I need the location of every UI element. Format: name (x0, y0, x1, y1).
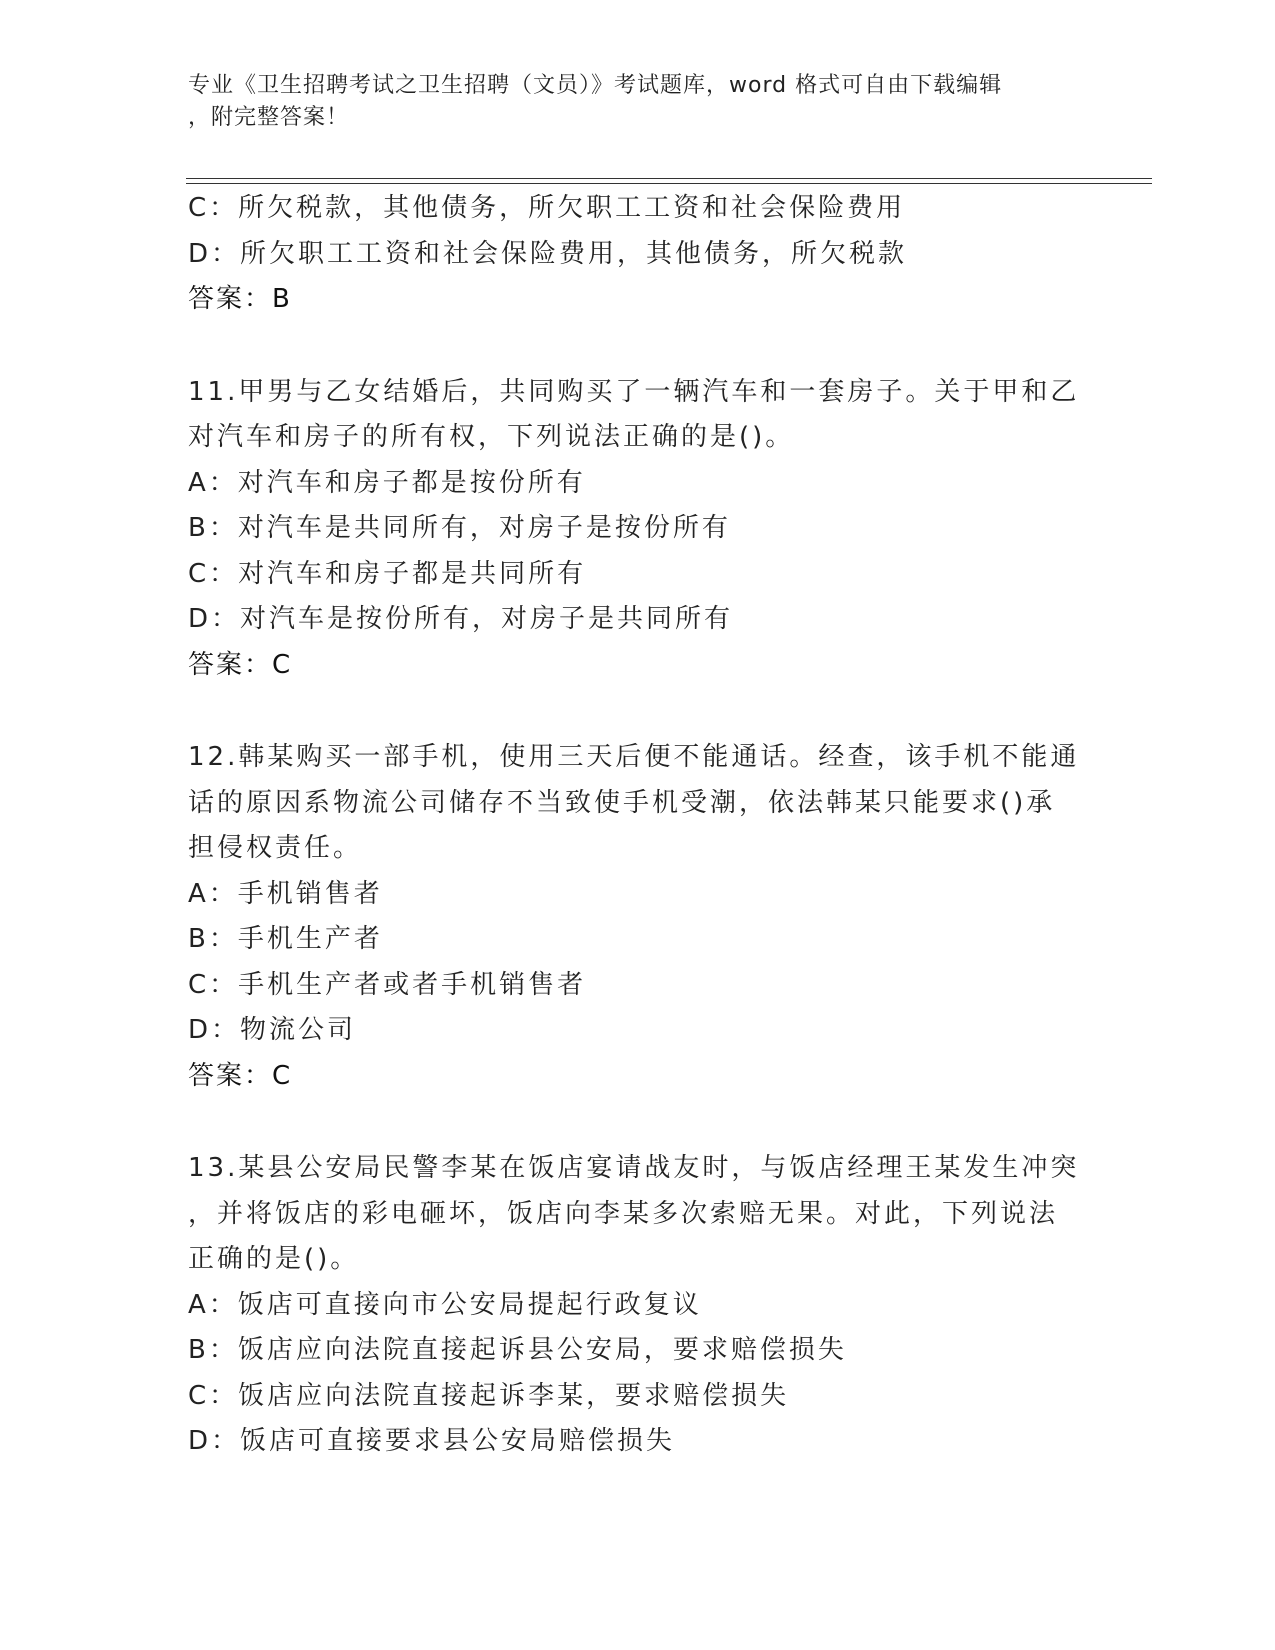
answer: 答案：B (188, 284, 292, 314)
question-10 (188, 186, 1088, 323)
question-stem-line: 担侵权责任。 (188, 833, 363, 863)
question-stem-line: 正确的是()。 (188, 1244, 360, 1274)
option-a (188, 461, 1088, 507)
option-key: B： (188, 513, 238, 543)
option-key: B： (188, 924, 238, 954)
option-c (188, 1374, 1088, 1420)
option-d (188, 1419, 1088, 1465)
question-stem-line: 话的原因系物流公司储存不当致使手机受潮，依法韩某只能要求()承 (188, 787, 1056, 818)
option-key: C： (188, 1380, 239, 1411)
option-key: D： (188, 604, 241, 634)
option-c (188, 552, 1088, 598)
option-key: C： (188, 193, 239, 223)
option-d (188, 597, 1088, 643)
option-d (188, 232, 1088, 278)
option-b (188, 917, 1088, 963)
header-divider-top (186, 178, 1152, 179)
question-13 (188, 1146, 1088, 1465)
option-key: A： (188, 878, 238, 909)
question-list (188, 186, 1088, 1465)
option-key: A： (188, 467, 238, 498)
spacer (188, 688, 1088, 735)
question-11 (188, 370, 1088, 689)
option-text: 饭店应向法院直接起诉李某，要求赔偿损失 (238, 1380, 790, 1411)
option-key: D： (188, 238, 241, 269)
question-stem-line: 11.甲男与乙女结婚后，共同购买了一辆汽车和一套房子。关于甲和乙 (188, 376, 1080, 407)
option-b (188, 506, 1088, 552)
option-key: D： (188, 1426, 241, 1456)
option-text: 所欠税款，其他债务，所欠职工工资和社会保险费用 (238, 193, 906, 223)
option-key: C： (188, 558, 239, 589)
header-line-1: 专业《卫生招聘考试之卫生招聘（文员）》考试题库，word 格式可自由下载编辑 (188, 73, 1003, 98)
option-a (188, 1283, 1088, 1329)
option-c (188, 963, 1088, 1009)
option-key: B： (188, 1335, 238, 1365)
option-key: C： (188, 969, 239, 1000)
answer: 答案：C (188, 649, 293, 680)
header-line-2: ，附完整答案！ (188, 105, 350, 130)
document-header (188, 70, 1068, 134)
question-stem-line: ，并将饭店的彩电砸坏，饭店向李某多次索赔无果。对此，下列说法 (188, 1198, 1059, 1229)
option-text: 饭店可直接向市公安局提起行政复议 (237, 1289, 702, 1320)
option-text: 饭店可直接要求县公安局赔偿损失 (240, 1426, 676, 1456)
question-stem-line: 12.韩某购买一部手机，使用三天后便不能通话。经查，该手机不能通 (188, 742, 1080, 772)
option-d (188, 1008, 1088, 1054)
option-c (188, 186, 1088, 232)
option-text: 所欠职工工资和社会保险费用，其他债务，所欠税款 (240, 238, 908, 269)
option-key: A： (188, 1289, 238, 1320)
option-text: 手机销售者 (237, 878, 383, 909)
option-b (188, 1328, 1088, 1374)
option-text: 物流公司 (240, 1015, 357, 1045)
spacer (188, 323, 1088, 370)
answer: 答案：C (188, 1060, 293, 1091)
spacer (188, 1099, 1088, 1146)
option-text: 对汽车是共同所有，对房子是按份所有 (237, 513, 731, 543)
header-divider-bottom (186, 183, 1152, 184)
option-text: 手机生产者 (237, 924, 383, 954)
option-text: 手机生产者或者手机销售者 (238, 969, 587, 1000)
option-text: 对汽车是按份所有，对房子是共同所有 (240, 604, 734, 634)
question-stem-line: 13.某县公安局民警李某在饭店宴请战友时，与饭店经理王某发生冲突 (188, 1153, 1080, 1183)
option-text: 对汽车和房子都是共同所有 (238, 558, 587, 589)
option-a (188, 872, 1088, 918)
question-12 (188, 735, 1088, 1099)
option-key: D： (188, 1015, 241, 1045)
option-text: 饭店应向法院直接起诉县公安局，要求赔偿损失 (237, 1335, 847, 1365)
option-text: 对汽车和房子都是按份所有 (237, 467, 586, 498)
question-stem-line: 对汽车和房子的所有权，下列说法正确的是()。 (188, 422, 795, 452)
